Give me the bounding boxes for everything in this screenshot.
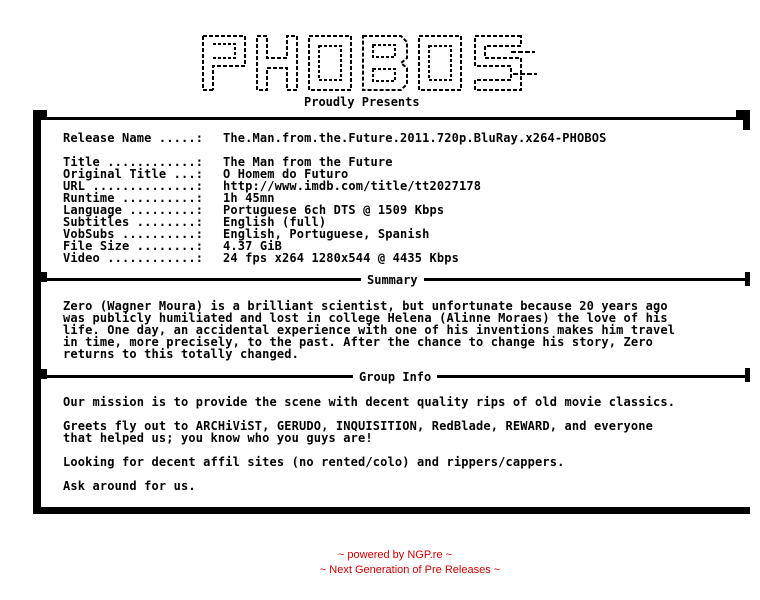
group-corner-l — [33, 369, 47, 379]
summary-corner-l — [33, 272, 47, 282]
group-greets-line-1: Greets fly out to ARCHiViST, GERUDO, INQUISITION, RedBlade, REWARD, and everyone — [63, 419, 653, 433]
logo-text: PHOBOS — [370, 70, 374, 71]
field-label-file-size: File Size ........: — [63, 239, 204, 253]
field-value-language: Portuguese 6ch DTS @ 1509 Kbps — [223, 203, 445, 217]
group-greets-line-2: that helped us; you know who you guys are! — [63, 431, 373, 445]
field-value-url[interactable]: http://www.imdb.com/title/tt2027178 — [223, 179, 482, 193]
field-label-runtime: Runtime ..........: — [63, 191, 204, 205]
top-border — [40, 117, 743, 120]
summary-line: Zero (Wagner Moura) is a brilliant scientist, but unfortunate because 20 years ago — [63, 299, 668, 313]
field-label-original-title: Original Title ...: — [63, 167, 204, 181]
field-value-vobsubs: English, Portuguese, Spanish — [223, 227, 430, 241]
summary-line: returns to this totally changed. — [63, 347, 299, 361]
field-value-title: The Man from the Future — [223, 155, 393, 169]
field-label-url: URL ..............: — [63, 179, 204, 193]
field-value-file-size: 4.37 GiB — [223, 239, 282, 253]
group-ask: Ask around for us. — [63, 479, 196, 493]
field-value-subtitles: English (full) — [223, 215, 327, 229]
group-info-title: Group Info — [353, 370, 437, 384]
summary-line: was publicly humiliated and lost in college Helena (Alinne Moraes) the love of his — [63, 311, 668, 325]
bottom-border — [33, 507, 750, 514]
left-border — [33, 110, 41, 514]
footer-powered-by[interactable]: ~ powered by NGP.re ~ — [337, 549, 453, 561]
field-value-video: 24 fps x264 1280x544 @ 4435 Kbps — [223, 251, 459, 265]
release-name-value: The.Man.from.the.Future.2011.720p.BluRay.x264-PHOBOS — [223, 131, 607, 145]
summary-title: Summary — [361, 273, 424, 287]
summary-line: in time, more precisely, to the past. After the chance to change his story, Zero — [63, 335, 653, 349]
group-looking: Looking for decent affil sites (no rented/colo) and rippers/cappers. — [63, 455, 565, 469]
field-label-language: Language .........: — [63, 203, 204, 217]
field-label-subtitles: Subtitles ........: — [63, 215, 204, 229]
release-name-label: Release Name .....: — [63, 131, 204, 145]
group-mission: Our mission is to provide the scene with decent quality rips of old movie classics. — [63, 395, 676, 409]
field-value-runtime: 1h 45mn — [223, 191, 275, 205]
phobos-logo — [195, 30, 545, 98]
field-label-title: Title ............: — [63, 155, 204, 169]
field-label-video: Video ............: — [63, 251, 204, 265]
field-label-vobsubs: VobSubs ..........: — [63, 227, 204, 241]
field-value-original-title: O Homem do Futuro — [223, 167, 349, 181]
summary-line: life. One day, an accidental experience with one of his inventions makes him travel — [63, 323, 676, 337]
footer-tagline: ~ Next Generation of Pre Releases ~ — [319, 564, 501, 576]
proudly-presents: Proudly Presents — [304, 95, 420, 109]
right-border — [743, 110, 750, 130]
